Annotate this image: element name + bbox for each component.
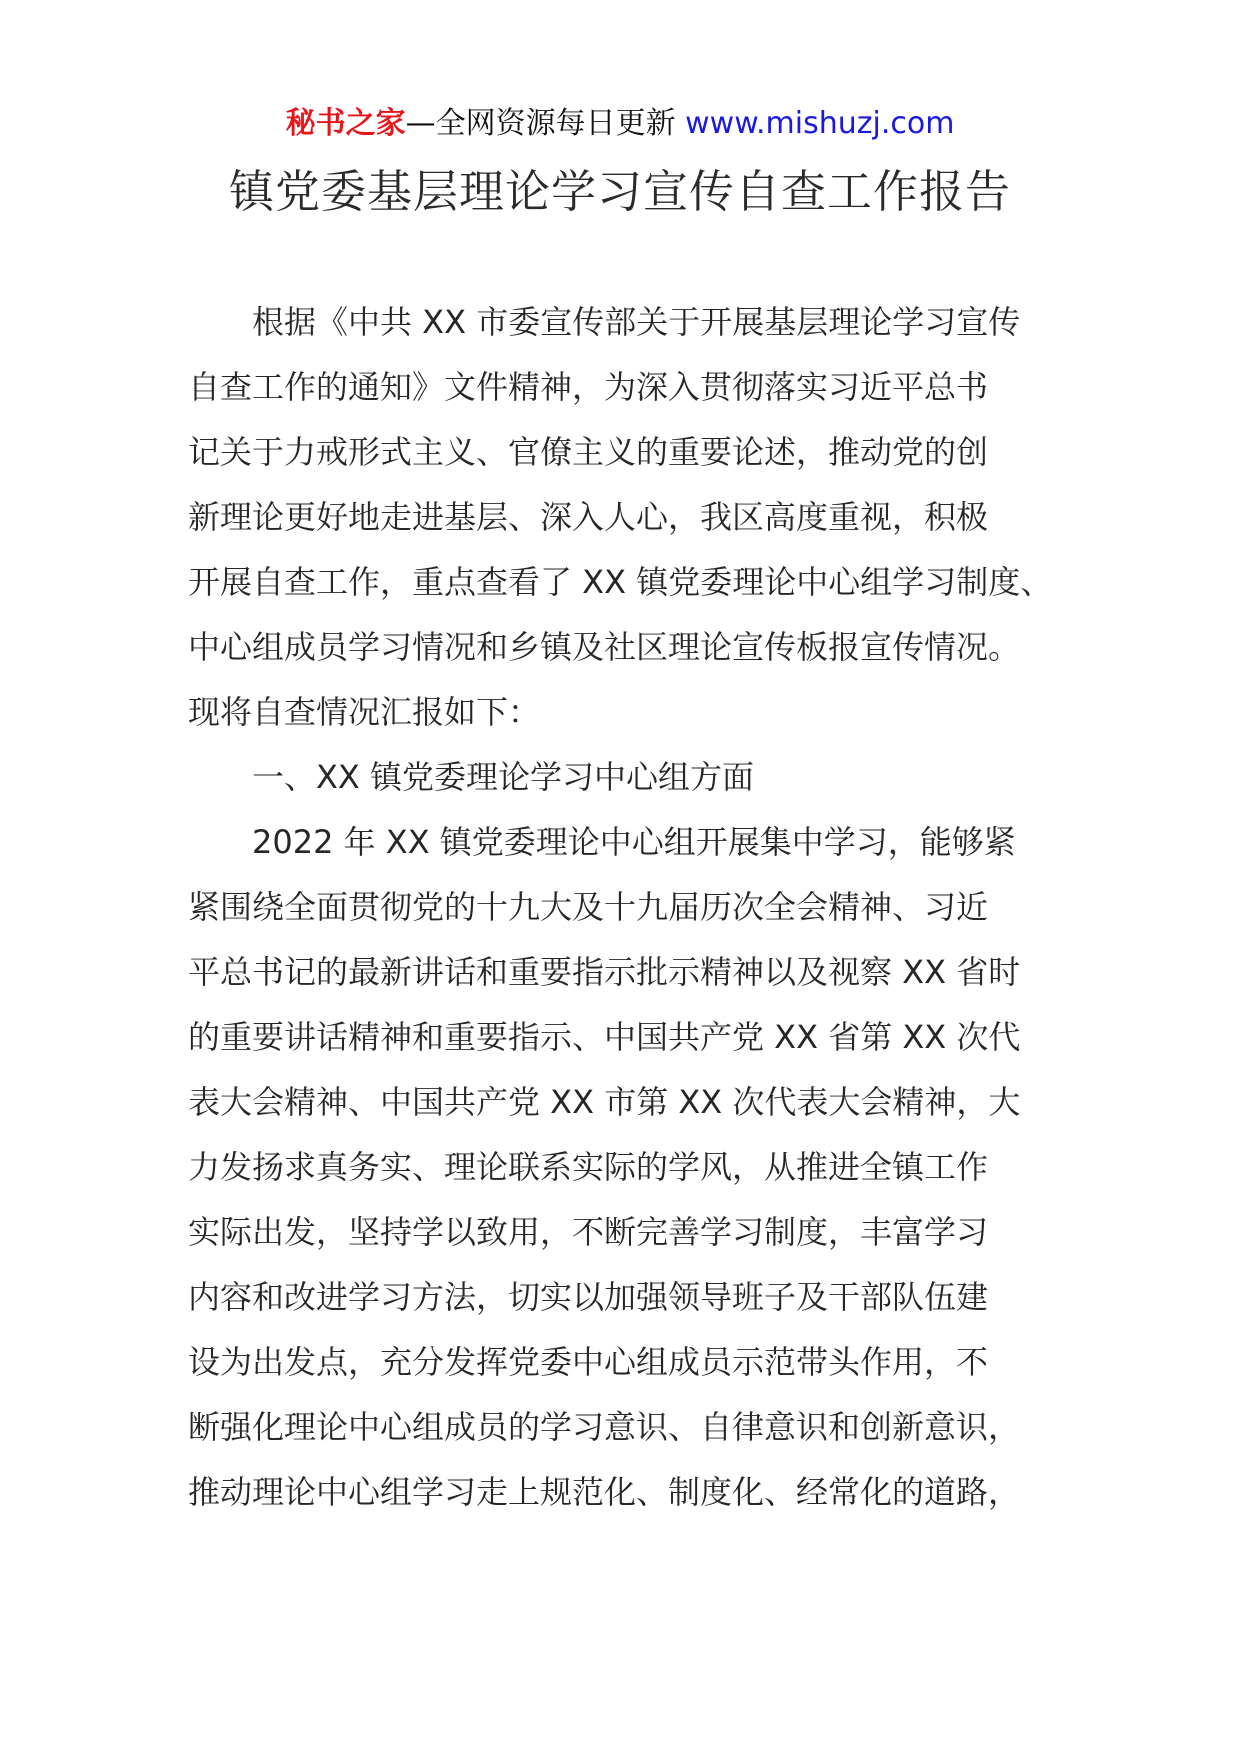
- paragraph-line: 现将自查情况汇报如下：: [188, 693, 541, 731]
- paragraph-line: 断强化理论中心组成员的学习意识、自律意识和创新意识，: [188, 1408, 1021, 1446]
- paragraph-line: 的重要讲话精神和重要指示、中国共产党 XX 省第 XX 次代: [188, 1018, 1021, 1056]
- paragraph-line: 设为出发点，充分发挥党委中心组成员示范带头作用，不: [188, 1343, 989, 1381]
- header-tagline: —全网资源每日更新: [405, 106, 676, 141]
- paragraph-line: 记关于力戒形式主义、官僚主义的重要论述，推动党的创: [188, 433, 989, 471]
- paragraph-line: 开展自查工作，重点查看了 XX 镇党委理论中心组学习制度、: [188, 563, 1053, 601]
- paragraph-line: 自查工作的通知》文件精神，为深入贯彻落实习近平总书: [188, 368, 989, 406]
- paragraph-line: 表大会精神、中国共产党 XX 市第 XX 次代表大会精神，大: [188, 1083, 1021, 1121]
- paragraph-line: 中心组成员学习情况和乡镇及社区理论宣传板报宣传情况。: [188, 628, 1021, 666]
- site-header: [0, 104, 1240, 144]
- brand-name: 秘书之家: [285, 106, 406, 141]
- paragraph-line: 2022 年 XX 镇党委理论中心组开展集中学习，能够紧: [252, 823, 1016, 861]
- document-title: 镇党委基层理论学习宣传自查工作报告: [228, 165, 1011, 218]
- paragraph-line: 紧围绕全面贯彻党的十九大及十九届历次全会精神、习近: [188, 888, 989, 926]
- paragraph-line: 根据《中共 XX 市委宣传部关于开展基层理论学习宣传: [252, 303, 1021, 341]
- document-body: [188, 290, 1068, 1525]
- paragraph-line: 内容和改进学习方法，切实以加强领导班子及干部队伍建: [188, 1278, 989, 1316]
- paragraph-line: 平总书记的最新讲话和重要指示批示精神以及视察 XX 省时: [188, 953, 1021, 991]
- paragraph-line: 新理论更好地走进基层、深入人心，我区高度重视，积极: [188, 498, 989, 536]
- paragraph-line: 实际出发，坚持学以致用，不断完善学习制度，丰富学习: [188, 1213, 989, 1251]
- paragraph-line: 力发扬求真务实、理论联系实际的学风，从推进全镇工作: [188, 1148, 989, 1186]
- site-link[interactable]: www.mishuzj.com: [685, 106, 955, 141]
- paragraph-line: 推动理论中心组学习走上规范化、制度化、经常化的道路，: [188, 1473, 1021, 1511]
- section-heading: 一、XX 镇党委理论学习中心组方面: [252, 758, 755, 796]
